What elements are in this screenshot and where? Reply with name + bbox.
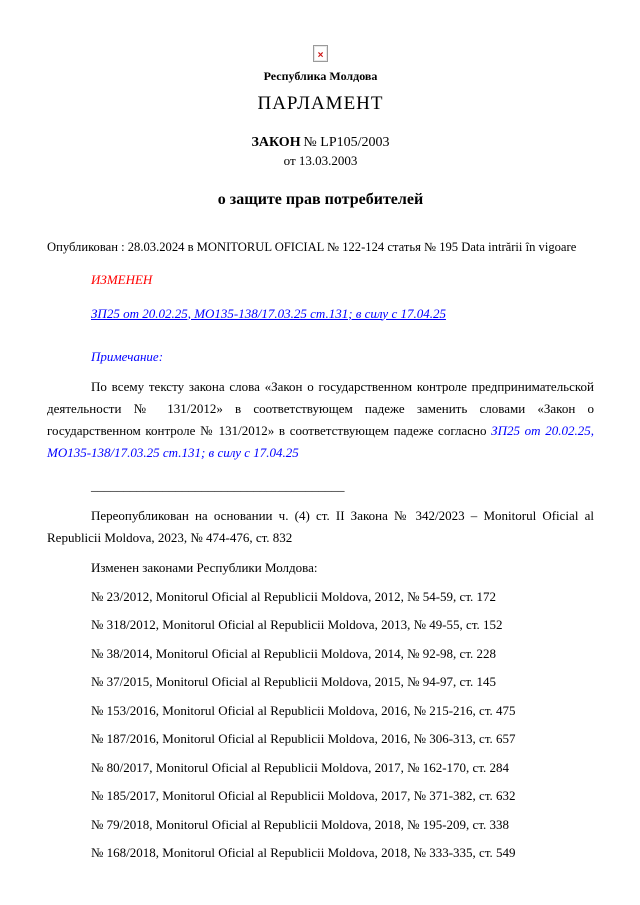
amendment-list-item: № 187/2016, Monitorul Oficial al Republicii Moldova, 2016, № 306-313, ст. 657 (91, 731, 516, 747)
document-title: о защите прав потребителей (217, 190, 424, 208)
amendment-link-line (47, 306, 594, 322)
law-number: № LP105/2003 (303, 134, 390, 150)
amendment-list-item: № 23/2012, Monitorul Oficial al Republicii Moldova, 2012, № 54-59, ст. 172 (91, 588, 497, 604)
institution-name: ПАРЛАМЕНТ (257, 92, 384, 114)
law-label: ЗАКОН (251, 134, 301, 150)
header-icon-row (47, 44, 594, 62)
republished-paragraph: Переопубликован на основании ч. (4) ст. II Закона № 342/2023 – Monitorul Oficial al Republicii Moldova, 2023, № 474-476, ст. 832 (47, 507, 594, 545)
amendment-list-item: № 80/2017, Monitorul Oficial al Republicii Moldova, 2017, № 162-170, ст. 284 (91, 759, 510, 775)
published-line: Опубликован : 28.03.2024 в MONITORUL OFICIAL № 122-124 статья № 195 Data intrării în vigoare (47, 239, 577, 254)
amendment-list-item: № 37/2015, Monitorul Oficial al Republicii Moldova, 2015, № 94-97, ст. 145 (91, 674, 497, 690)
amendment-list-item: № 318/2012, Monitorul Oficial al Republicii Moldova, 2013, № 49-55, ст. 152 (91, 617, 503, 633)
law-date: от 13.03.2003 (283, 152, 358, 168)
country-name: Республика Молдова (263, 68, 378, 83)
amendment-list-item: № 79/2018, Monitorul Oficial al Republicii Moldova, 2018, № 195-209, ст. 338 (91, 816, 510, 832)
broken-image-x-glyph: × (317, 49, 324, 61)
amended-status-label: ИЗМЕНЕН (91, 271, 153, 287)
amendment-list-item: № 38/2014, Monitorul Oficial al Republicii Moldova, 2014, № 92-98, ст. 228 (91, 645, 497, 661)
note-label: Примечание: (91, 348, 164, 364)
broken-image-icon (313, 45, 328, 62)
amendments-heading: Изменен законами Республики Молдова: (91, 559, 318, 575)
note-paragraph (47, 376, 594, 464)
amendment-list-item: № 185/2017, Monitorul Oficial al Republicii Moldova, 2017, № 371-382, ст. 632 (91, 788, 516, 804)
note-body-text: По всему тексту закона слова «Закон о государственном контроле предпринимательской деятельности № 131/2012» в соответствующем падеже заменить словами «Закон о государственном контроле № 131/2012» в соответствующем падеже согласно (47, 378, 594, 438)
law-number-line (47, 135, 594, 151)
amendment-link[interactable]: ЗП25 от 20.02.25, МО135-138/17.03.25 ст.131; в силу с 17.04.25 (91, 305, 446, 321)
section-divider: _______________________________________ (91, 477, 345, 493)
note-inline-link[interactable]: ЗП25 от 20.02.25, МО135-138/17.03.25 ст.131; в силу с 17.04.25 (47, 422, 594, 460)
amendment-list-item: № 153/2016, Monitorul Oficial al Republicii Moldova, 2016, № 215-216, ст. 475 (91, 702, 516, 718)
amendment-list-item: № 168/2018, Monitorul Oficial al Republicii Moldova, 2018, № 333-335, ст. 549 (91, 845, 516, 861)
